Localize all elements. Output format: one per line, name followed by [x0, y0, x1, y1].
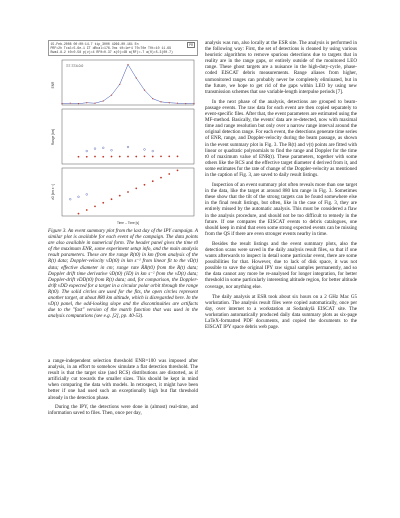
enr-point	[136, 77, 137, 78]
vd-point	[144, 184, 146, 186]
enr-series-line	[62, 65, 194, 104]
right-paragraph-1: analysis was run, also locally at the ESR site. The analysis is performed in the following way: First, the set of detections is cleaned by using various heuristic algorithms to remove spurious detections due to targets that in reality are in the range gaps, or entirely outside of the monitored LEO range. These ghost targets are a nuisance in the high-duty-cycle, phase-coded EISCAT debris measurements. Range aliases from higher, unmonitored ranges can probably never be completely eliminated, but in the future, we hope to get rid of the gaps within LEO by using new transmission schemes that use variable-length interpulse periods [7].	[205, 40, 357, 95]
enr-point	[152, 98, 153, 99]
vd-point	[168, 173, 170, 175]
range-point	[168, 155, 170, 157]
right-column-body	[205, 40, 357, 330]
range-axis-label: Range [km]	[51, 128, 55, 146]
range-point	[127, 156, 129, 158]
enr-point	[185, 103, 186, 104]
right-paragraph-2: In the next phase of the analysis, detections are grouped to beam-passage events. The raw data for each event are then copied separately to event-specific files. After that, the event parameters are estimated using the MF-method. Basically, the events' data are re-detected, now with maximal time and range resolution but only over a narrow range interval around the original detection range. For each event, the detections generate time series of ENR, range, and Doppler-velocity during the beam passage, as shown in the event summary plot in Fig. 3. The R(t) and v(t) points are fitted with linear or quadratic polynomials to find the range and Doppler for the time t0 of maximum value of ENR(t). These parameters, together with some others like the RCS and the effective target diameter d derived from it, and some estimates for the rate of change of the Doppler-velocity as mentioned in the caption of Fig. 3, are saved to daily result listings.	[205, 98, 357, 178]
vd-point	[78, 213, 80, 215]
snr-annotation: ΞΞ ΞΞ4.0.0	[66, 64, 84, 68]
left-column-body	[48, 358, 198, 416]
vd-point	[135, 188, 137, 190]
range-point	[94, 156, 96, 158]
vd-point	[160, 177, 162, 179]
range-point	[177, 155, 179, 157]
enr-point	[193, 103, 194, 104]
enr-point	[103, 100, 104, 101]
figure-header-panel	[48, 40, 198, 56]
vd-point	[86, 209, 88, 211]
vd-point	[127, 191, 129, 193]
enr-point	[169, 102, 170, 103]
range-point	[135, 156, 137, 158]
enr-point	[78, 103, 79, 104]
range-point	[86, 150, 88, 152]
header-line-1: 15-Feb-2008 00:00:14.7 tip_3000 4266-00.161 En	[50, 41, 139, 46]
vd-point	[69, 198, 71, 200]
range-point	[86, 156, 88, 158]
right-paragraph-3: Inspection of an event summary plot often reveals more than one target in the data, like the target at around 880 km range in Fig. 3. Sometimes these show that the tilt of the strong targets can be found somewhere else in the final result listings, but often, like in the case of Fig. 3, they are entirely missed by the automatic analysis. This must be considered a flaw in the analysis procedure, and should not be too difficult to remedy in the future. If one compares the EISCAT events to debris catalogues, one should keep in mind that even some strong expected events can be missing from the QS if there are even stronger events nearby in time.	[205, 182, 357, 237]
range-point	[111, 149, 113, 151]
range-point	[111, 156, 113, 158]
enr-point	[144, 90, 145, 91]
enr-point	[127, 64, 128, 65]
enr-axis-label: ENR	[51, 81, 55, 89]
range-point	[160, 155, 162, 157]
vd-axis-label: vD [km s⁻¹]	[51, 183, 55, 201]
enr-point	[94, 103, 95, 104]
vd-point	[78, 196, 80, 198]
range-point	[78, 156, 80, 158]
enr-point	[177, 103, 178, 104]
range-point	[152, 156, 154, 158]
range-point	[119, 156, 121, 158]
vd-point	[152, 180, 154, 182]
vd-point	[94, 206, 96, 208]
range-point	[144, 155, 146, 157]
right-paragraph-4: Besides the result listings and the event summary plots, also the detection scans were saved in the daily analysis result files, so that if one wants afterwards to inspect in detail some particular event, there are some possibilities for that. However, due to lack of disk space, it was not possible to save the original IPY raw signal samples permanently, and so the data cannot any more be re-analysed for longer integration, for better threshold in some particularly interesting altitude region, for better altitude coverage, nor anything else.	[205, 240, 357, 290]
vd-point	[86, 194, 88, 196]
header-line-2: PRF=2h Tcal=5.6e-1 ΣT dRcal=176.7ms t0=1e+4 T0=70e T0t=10 11.69	[50, 45, 172, 50]
range-point	[102, 156, 104, 158]
figure-caption: Figure 3. An event summary plot from the last day of the IPY campaign. A similar plot is available for each event of the campaign. The data points are also available in numerical form. The header panel gives the time t0 of the maximum ENR, some experiment setup info, and the main analysis result parameters. These are the range R(t0) in km (from analysis of the R(t) data; Doppler-velocity vD(t0) in km s⁻¹ from linear fit to the vD(t) data; effective diameter in cm; range rate ṘR(t0) from the R(t) data; Doppler drift time derivative v̇D(t0) (ṽD) in km s⁻² from the vD(t) data; Doppler-drift vDD(t0) from R(t) data; and, for comparison, the Doppler-drift vDD expected for a target in a circular polar orbit through the range R(t0). The solid circles are used for the fits, the open circles represent another target, at about 880 km altitude, which is disregarded here. In the vD(t) panel, the odd-looking slope and the discontinuities are artifacts due to the "fast" version of the match function that was used in the analysis computations (see e.g. [2], pp. 40-53).	[48, 228, 198, 320]
enr-point	[61, 103, 62, 104]
vd-point	[102, 202, 104, 204]
vd-point	[177, 170, 179, 172]
time-axis-label: Time -- Time [s]	[116, 221, 140, 225]
range-point	[152, 150, 154, 152]
left-paragraph-2: During the IPY, the detections were done in (almost) real-time, and information saved to files. Then, once per day,	[48, 403, 198, 416]
enr-point	[160, 101, 161, 102]
range-point	[94, 148, 96, 150]
event-summary-figure	[48, 57, 200, 227]
range-point	[102, 147, 104, 149]
enr-point	[70, 103, 71, 104]
vd-point	[111, 198, 113, 200]
vd-point	[119, 195, 121, 197]
left-paragraph-1: a range-independent selection threshold ENR=100 was imposed after analysis, in an effort to somehow simulate a flat detection threshold. The result is that the target size (and RCS) distributions are distorted, as if artificially cut towards the smaller sizes. This should be kept in mind when comparing the data with models. In retrospect, it might have been better if one had used such an exceptionally high but flat threshold already in the detection phase.	[48, 358, 198, 401]
header-ref-label: PR	[189, 42, 193, 47]
header-line-3: Rwa4.8-2 t0=0.58 p(v)=4 RF0=0.37 a(0)=4B a(RF)=-7 a(0)=5.3(00.7)	[50, 49, 173, 54]
enr-point	[119, 84, 120, 85]
range-point	[127, 146, 129, 148]
enr-point	[86, 102, 87, 103]
range-point	[144, 149, 146, 151]
enr-point	[111, 95, 112, 96]
right-paragraph-5: The daily analysis at ESR took about six hours on a 2 GHz Mac G5 workstation. The analysis result files were copied automatically, once per day, over internet to a workstation at Sodankylä EISCAT site. The workstation automatically produced daily data summary plots as six-page LaTeX-formatted PDF documents, and copied the documents to the EISCAT IPY space debris web page.	[205, 293, 357, 331]
